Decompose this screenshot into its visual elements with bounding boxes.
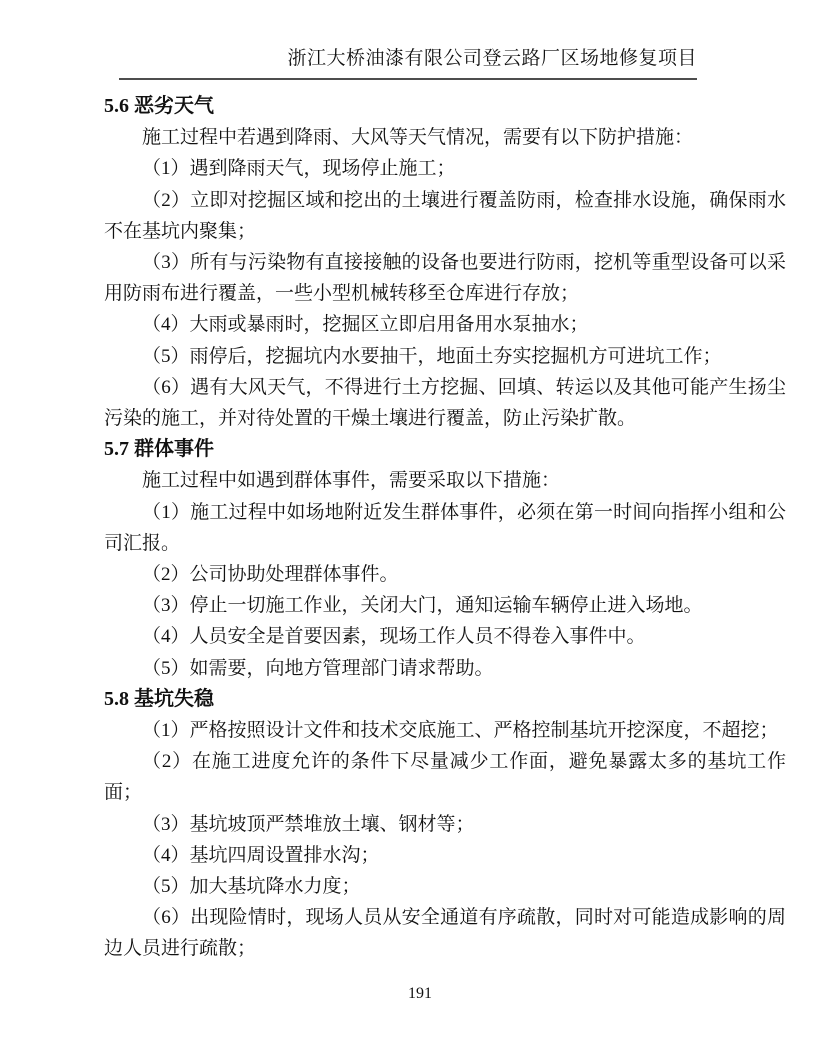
section-heading-5-7: 5.7 群体事件 <box>104 438 214 461</box>
paragraph: （3）停止一切施工作业，关闭大门，通知运输车辆停止进入场地。 <box>142 595 703 617</box>
document-body <box>104 91 786 965</box>
page-footer <box>24 984 816 1004</box>
paragraph: （5）加大基坑降水力度； <box>142 876 361 898</box>
section-heading-5-8: 5.8 基坑失稳 <box>104 687 214 710</box>
paragraph: （2）立即对挖掘区域和挖出的土壤进行覆盖防雨，检查排水设施，确保雨水不在基坑内聚集； <box>104 189 786 242</box>
paragraph: （3）所有与污染物有直接接触的设备也要进行防雨，挖机等重型设备可以采用防雨布进行覆盖，一些小型机械转移至仓库进行存放； <box>104 252 786 305</box>
paragraph: （3）基坑坡顶严禁堆放土壤、钢材等； <box>142 813 475 835</box>
paragraph: （1）施工过程中如场地附近发生群体事件，必须在第一时间向指挥小组和公司汇报。 <box>104 501 786 554</box>
paragraph: （6）出现险情时，现场人员从安全通道有序疏散，同时对可能造成影响的周边人员进行疏散； <box>104 907 786 960</box>
paragraph: （1）遇到降雨天气，现场停止施工； <box>142 158 456 180</box>
paragraph: 施工过程中若遇到降雨、大风等天气情况，需要有以下防护措施： <box>142 127 694 149</box>
paragraph: （4）基坑四周设置排水沟； <box>142 844 380 866</box>
header-rule <box>119 78 697 80</box>
paragraph: （2）在施工进度允许的条件下尽量减少工作面，避免暴露太多的基坑工作面； <box>104 751 786 804</box>
paragraph: （5）雨停后，挖掘坑内水要抽干，地面土夯实挖掘机方可进坑工作； <box>142 345 722 367</box>
paragraph: （5）如需要，向地方管理部门请求帮助。 <box>142 657 494 679</box>
page-number: 191 <box>408 985 432 1002</box>
paragraph: （4）人员安全是首要因素，现场工作人员不得卷入事件中。 <box>142 626 646 648</box>
paragraph: （4）大雨或暴雨时，挖掘区立即启用备用水泵抽水； <box>142 314 589 336</box>
section-heading-5-6: 5.6 恶劣天气 <box>104 95 214 117</box>
paragraph: （2）公司协助处理群体事件。 <box>142 564 399 586</box>
paragraph: 施工过程中如遇到群体事件，需要采取以下措施： <box>142 470 561 492</box>
page-header-title: 浙江大桥油漆有限公司登云路厂区场地修复项目 <box>287 48 697 69</box>
paragraph: （1）严格按照设计文件和技术交底施工、严格控制基坑开挖深度，不超挖； <box>142 720 779 742</box>
paragraph: （6）遇有大风天气，不得进行土方挖掘、回填、转运以及其他可能产生扬尘污染的施工，并对待处置的干燥土壤进行覆盖，防止污染扩散。 <box>104 376 786 430</box>
